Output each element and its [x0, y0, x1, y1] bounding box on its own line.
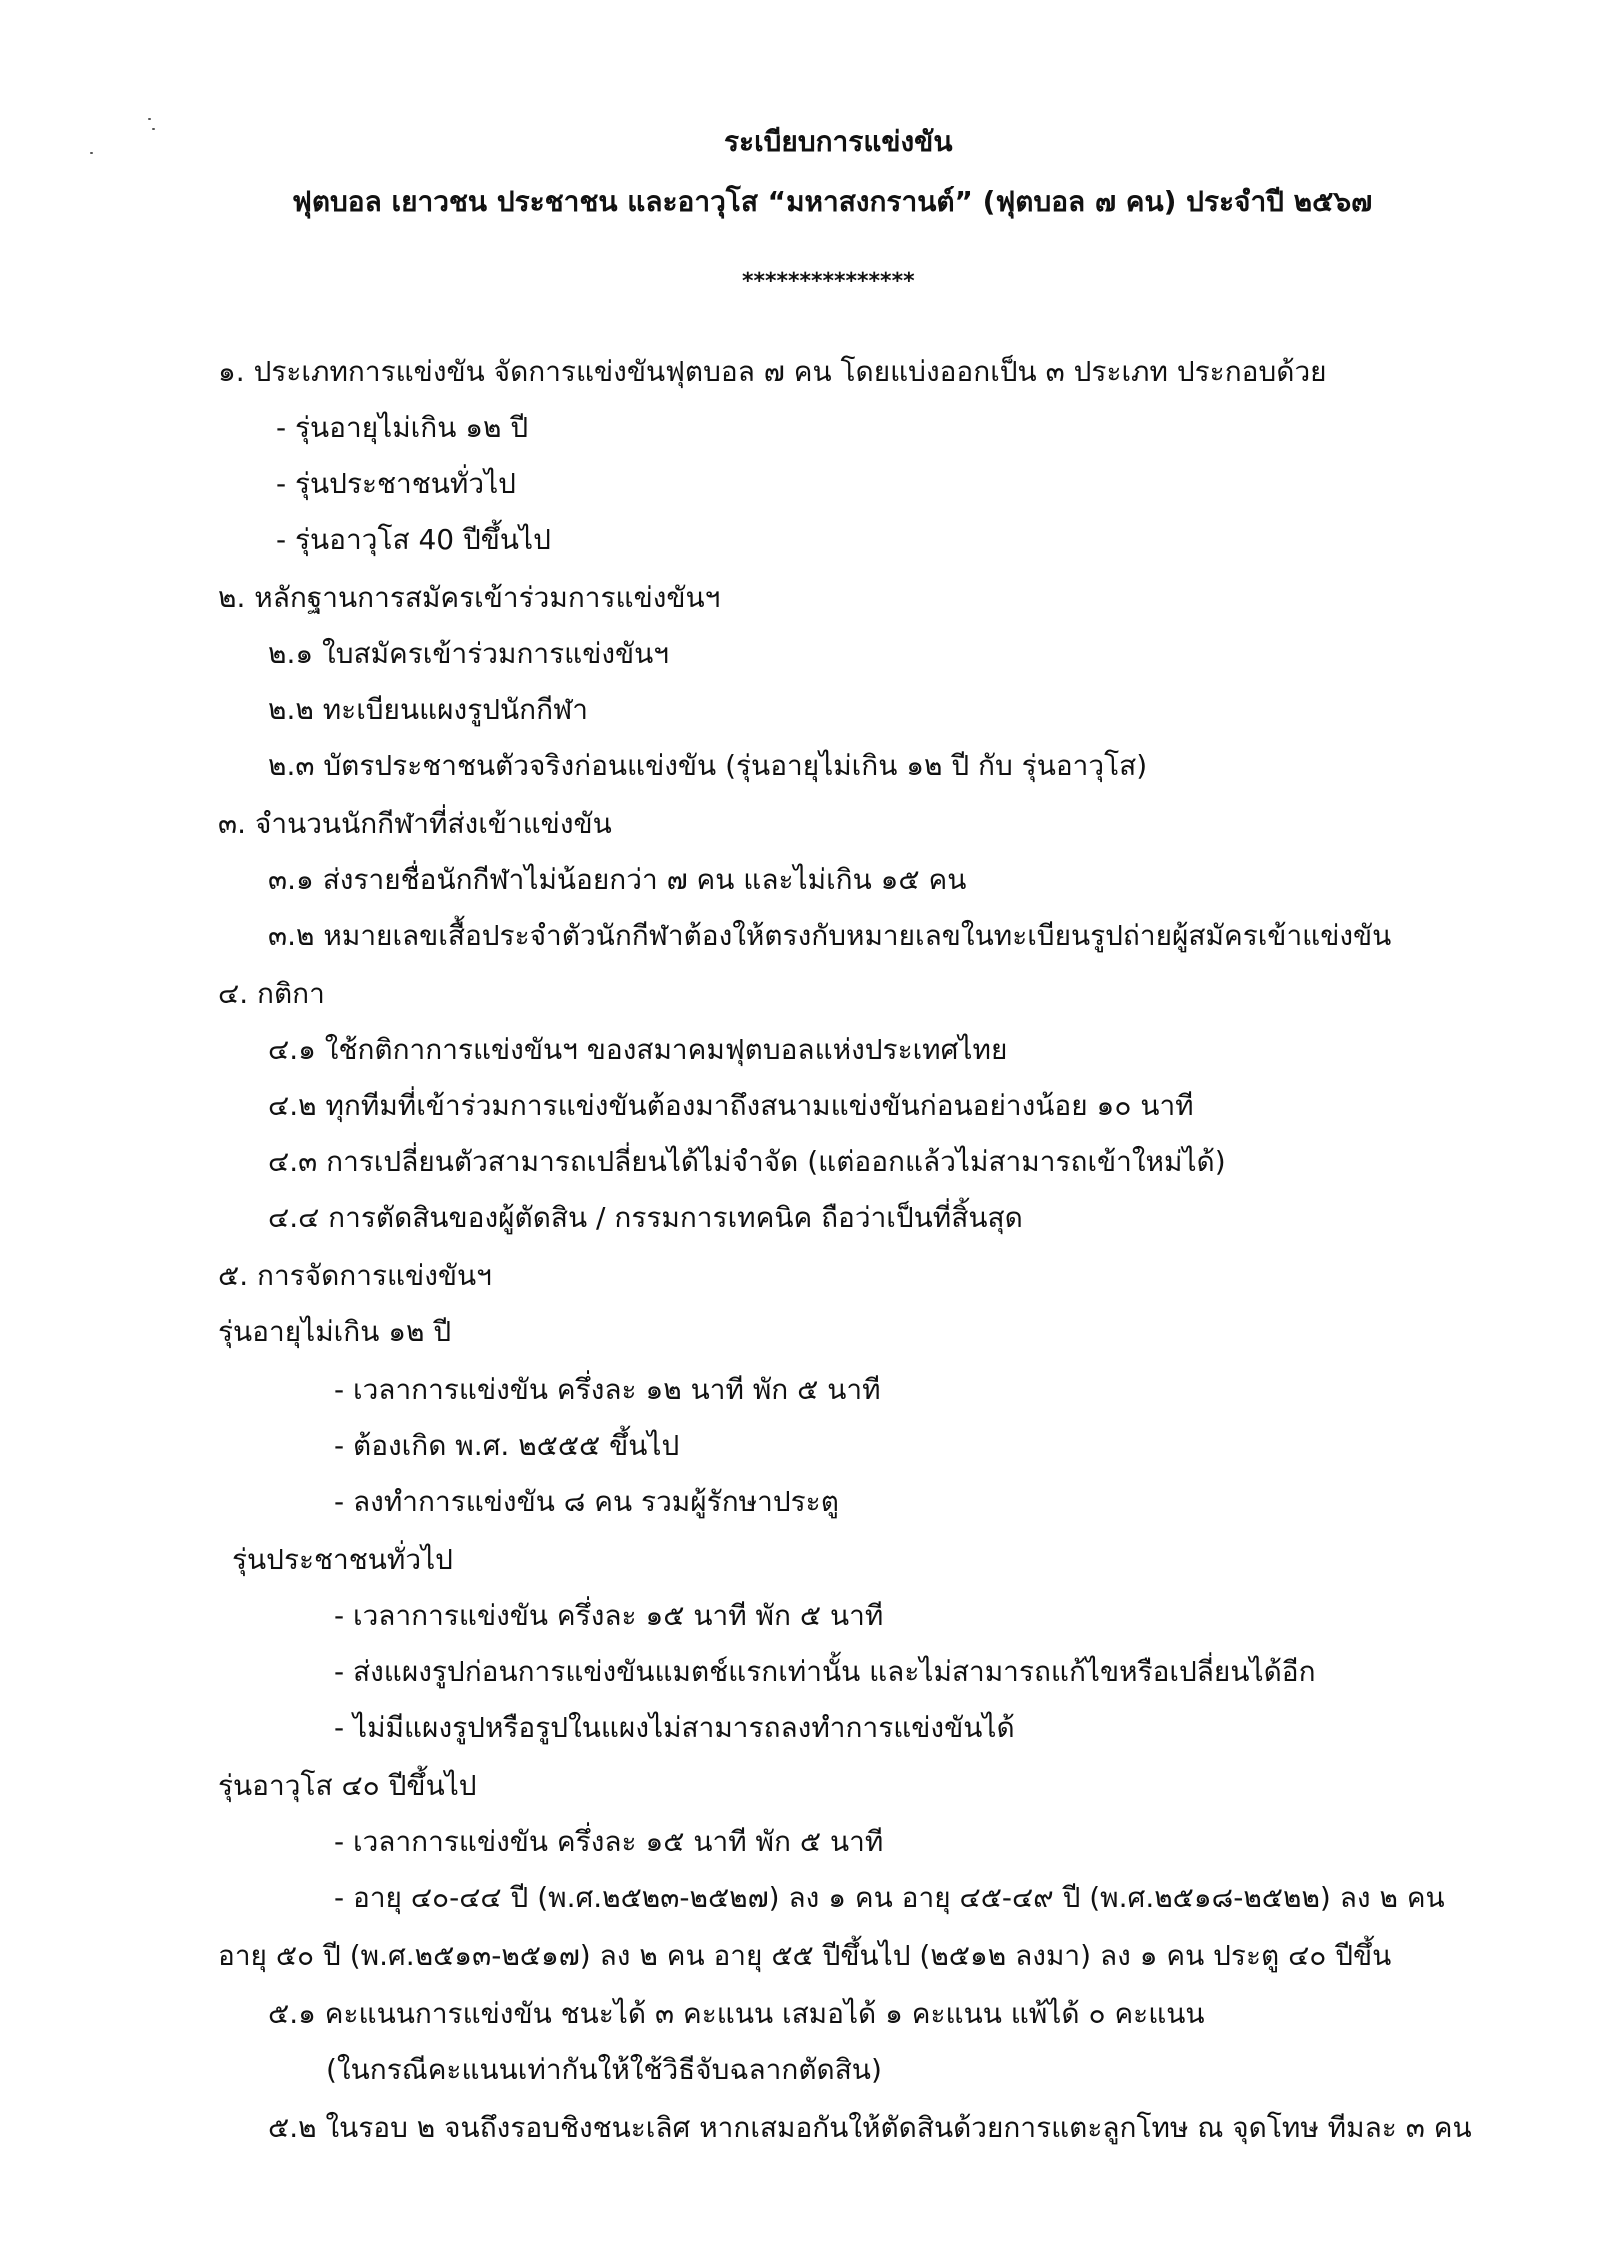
list-item: ๒.๒ ทะเบียนแผงรูปนักกีฬา	[268, 693, 588, 726]
list-item: ๕.๒ ในรอบ ๒ จนถึงรอบชิงชนะเลิศ หากเสมอกันให้ตัดสินด้วยการแตะลูกโทษ ณ จุดโทษ ทีมละ ๓ คน	[268, 2111, 1472, 2144]
section-1-heading: ๑. ประเภทการแข่งขัน จัดการแข่งขันฟุตบอล ๗ คน โดยแบ่งออกเป็น ๓ ประเภท ประกอบด้วย	[218, 355, 1327, 388]
document-title: ระเบียบการแข่งขัน	[724, 125, 953, 158]
list-item: - เวลาการแข่งขัน ครึ่งละ ๑๒ นาที พัก ๕ นาที	[334, 1373, 881, 1406]
list-item: - เวลาการแข่งขัน ครึ่งละ ๑๕ นาที พัก ๕ นาที	[334, 1825, 884, 1858]
list-item: - ลงทำการแข่งขัน ๘ คน รวมผู้รักษาประตู	[334, 1485, 839, 1518]
list-item: ๕.๑ คะแนนการแข่งขัน ชนะได้ ๓ คะแนน เสมอได้ ๑ คะแนน แพ้ได้ ๐ คะแนน	[268, 1997, 1205, 2030]
list-item: ๔.๓ การเปลี่ยนตัวสามารถเปลี่ยนได้ไม่จำจัด (แต่ออกแล้วไม่สามารถเข้าใหม่ได้)	[268, 1145, 1226, 1178]
list-item: - รุ่นประชาชนทั่วไป	[276, 467, 516, 500]
list-item-note: (ในกรณีคะแนนเท่ากันให้ใช้วิธีจับฉลากตัดสิน)	[326, 2053, 882, 2086]
list-item: ๒.๓ บัตรประชาชนตัวจริงก่อนแข่งขัน (รุ่นอายุไม่เกิน ๑๒ ปี กับ รุ่นอาวุโส)	[268, 749, 1148, 782]
subsection-heading: รุ่นอาวุโส ๔๐ ปีขึ้นไป	[218, 1769, 477, 1802]
list-item: - รุ่นอาวุโส 40 ปีขึ้นไป	[276, 523, 551, 556]
subsection-heading: รุ่นอายุไม่เกิน ๑๒ ปี	[218, 1315, 452, 1348]
subsection-heading: รุ่นประชาชนทั่วไป	[232, 1543, 453, 1576]
list-item: ๔.๒ ทุกทีมที่เข้าร่วมการแข่งขันต้องมาถึงสนามแข่งขันก่อนอย่างน้อย ๑๐ นาที	[268, 1089, 1194, 1122]
list-item: ๓.๒ หมายเลขเสื้อประจำตัวนักกีฬาต้องให้ตรงกับหมายเลขในทะเบียนรูปถ่ายผู้สมัครเข้าแข่งขัน	[268, 919, 1392, 952]
list-item: - ไม่มีแผงรูปหรือรูปในแผงไม่สามารถลงทำการแข่งขันได้	[334, 1711, 1015, 1744]
list-item: - เวลาการแข่งขัน ครึ่งละ ๑๕ นาที พัก ๕ นาที	[334, 1599, 884, 1632]
section-5-heading: ๕. การจัดการแข่งขันฯ	[218, 1259, 492, 1292]
list-item: ๓.๑ ส่งรายชื่อนักกีฬาไม่น้อยกว่า ๗ คน และไม่เกิน ๑๕ คน	[268, 863, 967, 896]
scan-speck	[148, 118, 151, 120]
list-item: - รุ่นอายุไม่เกิน ๑๒ ปี	[276, 411, 529, 444]
list-item-continuation: อายุ ๕๐ ปี (พ.ศ.๒๕๑๓-๒๕๑๗) ลง ๒ คน อายุ ๕๕ ปีขึ้นไป (๒๕๑๒ ลงมา) ลง ๑ คน ประตู ๔๐ ปีขึ้น	[218, 1939, 1392, 1972]
list-item: - ต้องเกิด พ.ศ. ๒๕๕๕ ขึ้นไป	[334, 1429, 680, 1462]
section-4-heading: ๔. กติกา	[218, 977, 325, 1010]
scan-speck	[90, 152, 93, 154]
list-item: ๔.๔ การตัดสินของผู้ตัดสิน / กรรมการเทคนิค ถือว่าเป็นที่สิ้นสุด	[268, 1201, 1023, 1234]
list-item: - อายุ ๔๐-๔๔ ปี (พ.ศ.๒๕๒๓-๒๕๒๗) ลง ๑ คน อายุ ๔๕-๔๙ ปี (พ.ศ.๒๕๑๘-๒๕๒๒) ลง ๒ คน	[334, 1881, 1445, 1914]
list-item: ๒.๑ ใบสมัครเข้าร่วมการแข่งขันฯ	[268, 637, 670, 670]
separator: ***************	[742, 269, 915, 294]
document-subtitle: ฟุตบอล เยาวชน ประชาชน และอาวุโส “มหาสงกรานต์” (ฟุตบอล ๗ คน) ประจำปี ๒๕๖๗	[292, 185, 1373, 218]
section-3-heading: ๓. จำนวนนักกีฬาที่ส่งเข้าแข่งขัน	[218, 807, 612, 840]
list-item: - ส่งแผงรูปก่อนการแข่งขันแมตช์แรกเท่านั้น และไม่สามารถแก้ไขหรือเปลี่ยนได้อีก	[334, 1655, 1316, 1688]
list-item: ๔.๑ ใช้กติกาการแข่งขันฯ ของสมาคมฟุตบอลแห่งประเทศไทย	[268, 1033, 1008, 1066]
scan-speck	[152, 128, 155, 130]
section-2-heading: ๒. หลักฐานการสมัครเข้าร่วมการแข่งขันฯ	[218, 581, 721, 614]
